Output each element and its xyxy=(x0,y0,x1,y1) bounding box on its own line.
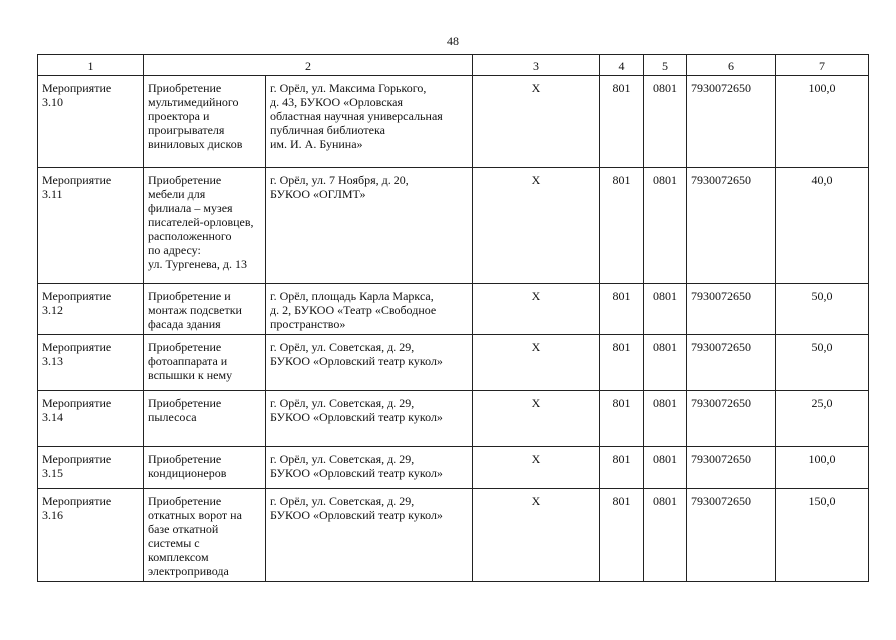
activity-cell-line: 3.11 xyxy=(42,187,63,201)
address-cell xyxy=(266,489,473,582)
col4-cell: 801 xyxy=(600,391,644,447)
col3-cell: Х xyxy=(473,168,600,284)
address-cell-line: БУКОО «Орловский театр кукол» xyxy=(270,508,443,522)
description-cell xyxy=(144,335,266,391)
activity-cell-line: 3.14 xyxy=(42,410,63,424)
address-cell-line: пространство» xyxy=(270,317,346,331)
activity-cell-line: Мероприятие xyxy=(42,494,112,508)
col5-cell: 0801 xyxy=(644,284,687,335)
col6-cell: 7930072650 xyxy=(687,391,776,447)
col4-cell: 801 xyxy=(600,335,644,391)
address-cell-line: д. 2, БУКОО «Театр «Свободное xyxy=(270,303,437,317)
col3-cell: Х xyxy=(473,284,600,335)
col7-cell: 100,0 xyxy=(776,447,869,489)
description-cell-line: вспышки к нему xyxy=(148,368,233,382)
col5-cell: 0801 xyxy=(644,489,687,582)
table-body xyxy=(38,55,869,582)
header-row xyxy=(38,55,869,76)
col5-cell: 0801 xyxy=(644,76,687,168)
description-cell-line: откатных ворот на xyxy=(148,508,242,522)
address-cell xyxy=(266,76,473,168)
address-cell-line: г. Орёл, ул. Советская, д. 29, xyxy=(270,452,415,466)
description-cell-line: монтаж подсветки xyxy=(148,303,242,317)
header-cell-3: 3 xyxy=(473,55,600,76)
description-cell-line: мебели для xyxy=(148,187,206,201)
activity-cell-line: 3.15 xyxy=(42,466,63,480)
col3-cell: Х xyxy=(473,76,600,168)
description-cell-line: фасада здания xyxy=(148,317,221,331)
activity-cell xyxy=(38,335,144,391)
header-cell-2: 2 xyxy=(144,55,473,76)
col6-cell: 7930072650 xyxy=(687,168,776,284)
description-cell xyxy=(144,284,266,335)
col7-cell: 50,0 xyxy=(776,335,869,391)
col5-cell: 0801 xyxy=(644,168,687,284)
col7-cell: 40,0 xyxy=(776,168,869,284)
col5-cell: 0801 xyxy=(644,335,687,391)
activity-cell-line: Мероприятие xyxy=(42,452,112,466)
col7-cell: 25,0 xyxy=(776,391,869,447)
description-cell-line: Приобретение xyxy=(148,81,222,95)
description-cell xyxy=(144,447,266,489)
activity-cell-line: 3.10 xyxy=(42,95,63,109)
col4-cell: 801 xyxy=(600,168,644,284)
description-cell-line: виниловых дисков xyxy=(148,137,243,151)
address-cell xyxy=(266,284,473,335)
activity-cell-line: Мероприятие xyxy=(42,81,112,95)
description-cell xyxy=(144,76,266,168)
description-cell-line: фотоаппарата и xyxy=(148,354,228,368)
header-cell-5: 5 xyxy=(644,55,687,76)
address-cell-line: областная научная универсальная xyxy=(270,109,443,123)
activity-cell-line: Мероприятие xyxy=(42,173,112,187)
col6-cell: 7930072650 xyxy=(687,76,776,168)
description-cell-line: Приобретение и xyxy=(148,289,231,303)
description-cell-line: кондиционеров xyxy=(148,466,227,480)
description-cell-line: писателей-орловцев, xyxy=(148,215,254,229)
header-cell-4: 4 xyxy=(600,55,644,76)
activity-cell-line: 3.16 xyxy=(42,508,63,522)
description-cell-line: по адресу: xyxy=(148,243,201,257)
address-cell-line: г. Орёл, ул. Советская, д. 29, xyxy=(270,340,415,354)
description-cell-line: расположенного xyxy=(148,229,232,243)
description-cell-line: проектора и xyxy=(148,109,210,123)
table-row xyxy=(38,76,869,168)
description-cell-line: системы с xyxy=(148,536,200,550)
activity-cell-line: Мероприятие xyxy=(42,396,112,410)
address-cell-line: публичная библиотека xyxy=(270,123,385,137)
description-cell xyxy=(144,489,266,582)
header-cell-7: 7 xyxy=(776,55,869,76)
activity-cell xyxy=(38,284,144,335)
address-cell xyxy=(266,335,473,391)
col5-cell: 0801 xyxy=(644,391,687,447)
budget-table xyxy=(37,54,869,582)
activity-cell-line: Мероприятие xyxy=(42,340,112,354)
col7-cell: 150,0 xyxy=(776,489,869,582)
activity-cell xyxy=(38,489,144,582)
table-row xyxy=(38,447,869,489)
address-cell-line: д. 43, БУКОО «Орловская xyxy=(270,95,404,109)
description-cell-line: Приобретение xyxy=(148,452,222,466)
col3-cell: Х xyxy=(473,391,600,447)
address-cell-line: г. Орёл, ул. Советская, д. 29, xyxy=(270,494,415,508)
description-cell-line: комплексом xyxy=(148,550,209,564)
col3-cell: Х xyxy=(473,335,600,391)
table-row xyxy=(38,489,869,582)
col7-cell: 100,0 xyxy=(776,76,869,168)
activity-cell xyxy=(38,76,144,168)
col6-cell: 7930072650 xyxy=(687,284,776,335)
col5-cell: 0801 xyxy=(644,447,687,489)
header-cell-1: 1 xyxy=(38,55,144,76)
activity-cell xyxy=(38,391,144,447)
table-row xyxy=(38,391,869,447)
col3-cell: Х xyxy=(473,489,600,582)
address-cell-line: г. Орёл, ул. Советская, д. 29, xyxy=(270,396,415,410)
activity-cell-line: 3.12 xyxy=(42,303,63,317)
description-cell-line: пылесоса xyxy=(148,410,197,424)
address-cell-line: г. Орёл, площадь Карла Маркса, xyxy=(270,289,434,303)
col4-cell: 801 xyxy=(600,284,644,335)
address-cell-line: г. Орёл, ул. 7 Ноября, д. 20, xyxy=(270,173,409,187)
col6-cell: 7930072650 xyxy=(687,489,776,582)
col6-cell: 7930072650 xyxy=(687,447,776,489)
col6-cell: 7930072650 xyxy=(687,335,776,391)
description-cell-line: базе откатной xyxy=(148,522,219,536)
address-cell-line: г. Орёл, ул. Максима Горького, xyxy=(270,81,427,95)
address-cell-line: БУКОО «ОГЛМТ» xyxy=(270,187,366,201)
description-cell-line: мультимедийного xyxy=(148,95,239,109)
header-cell-6: 6 xyxy=(687,55,776,76)
table-row xyxy=(38,284,869,335)
activity-cell xyxy=(38,447,144,489)
address-cell-line: БУКОО «Орловский театр кукол» xyxy=(270,410,443,424)
description-cell-line: Приобретение xyxy=(148,340,222,354)
description-cell-line: Приобретение xyxy=(148,494,222,508)
description-cell xyxy=(144,391,266,447)
description-cell-line: ул. Тургенева, д. 13 xyxy=(148,257,247,271)
activity-cell-line: 3.13 xyxy=(42,354,63,368)
table-row xyxy=(38,335,869,391)
col4-cell: 801 xyxy=(600,76,644,168)
address-cell xyxy=(266,391,473,447)
description-cell-line: электропривода xyxy=(148,564,229,578)
description-cell-line: Приобретение xyxy=(148,396,222,410)
address-cell-line: БУКОО «Орловский театр кукол» xyxy=(270,466,443,480)
col7-cell: 50,0 xyxy=(776,284,869,335)
activity-cell-line: Мероприятие xyxy=(42,289,112,303)
col3-cell: Х xyxy=(473,447,600,489)
col4-cell: 801 xyxy=(600,489,644,582)
activity-cell xyxy=(38,168,144,284)
description-cell-line: проигрывателя xyxy=(148,123,225,137)
page-number: 48 xyxy=(447,34,459,48)
address-cell xyxy=(266,168,473,284)
address-cell xyxy=(266,447,473,489)
description-cell xyxy=(144,168,266,284)
table-row xyxy=(38,168,869,284)
description-cell-line: филиала – музея xyxy=(148,201,233,215)
col4-cell: 801 xyxy=(600,447,644,489)
address-cell-line: БУКОО «Орловский театр кукол» xyxy=(270,354,443,368)
address-cell-line: им. И. А. Бунина» xyxy=(270,137,363,151)
description-cell-line: Приобретение xyxy=(148,173,222,187)
